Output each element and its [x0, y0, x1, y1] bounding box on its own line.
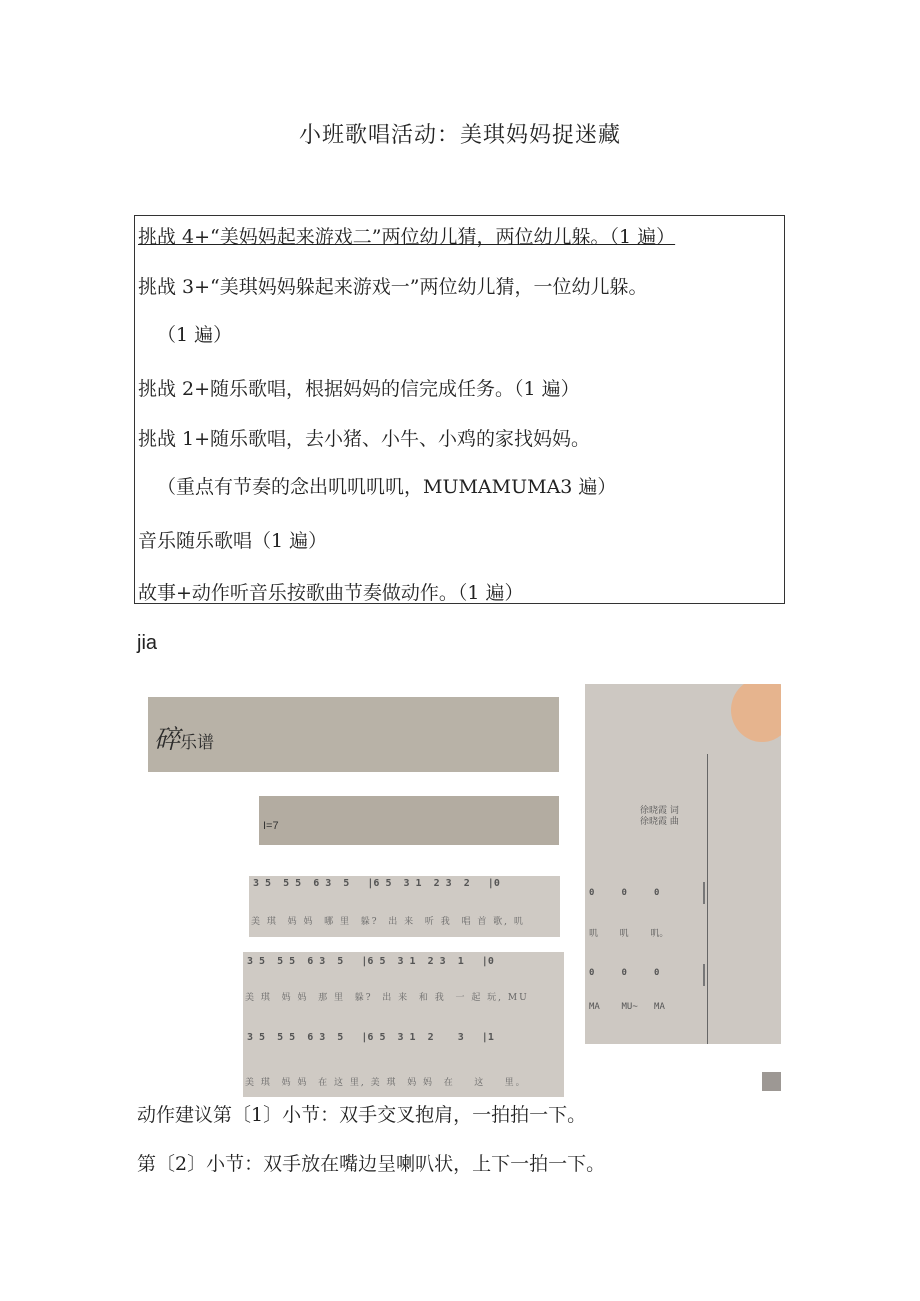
score-side-photo: [585, 684, 781, 1044]
note-text: jia: [137, 632, 158, 654]
step-line: 挑战 3+“美琪妈妈躲起来游戏一”两位幼儿猜，一位幼儿躲。: [138, 276, 648, 298]
notation-row: 3 5 5 5 6 3 5 |6 5 3 1 2 3 |1: [247, 1032, 494, 1043]
action-paragraph: 第〔2〕小节：双手放在嘴边呈喇叭状，上下一拍一下。: [137, 1153, 606, 1175]
side-lyrics-row: MA MU~ MA: [589, 1002, 665, 1012]
step-line: （重点有节奏的念出叽叽叽叽，MUMAMUMA3 遍）: [157, 476, 617, 498]
page-fold-line: [707, 754, 708, 1044]
score-header-photo: [148, 697, 559, 772]
score-photo-1: [249, 876, 560, 937]
score-photo-2: [243, 952, 564, 1097]
step-line: 故事+动作听音乐按歌曲节奏做动作。（1 遍）: [138, 582, 524, 604]
score-header-text: [154, 719, 214, 756]
activity-steps-box: [134, 215, 785, 604]
lyrics-row: 美 琪 妈 妈 在 这 里, 美 琪 妈 妈 在 这 里。: [245, 1078, 527, 1088]
step-line: 音乐随乐歌唱（1 遍）: [138, 530, 328, 552]
barline: [703, 882, 705, 904]
document-title: 小班歌唱活动：美琪妈妈捉迷藏: [298, 123, 621, 148]
lyrics-row: 美 琪 妈 妈 那 里 躲? 出 来 和 我 一 起 玩, MU: [245, 993, 529, 1003]
score-header-main: 碎: [154, 725, 181, 755]
step-line: 挑战 2+随乐歌唱，根据妈妈的信完成任务。（1 遍）: [138, 378, 580, 400]
gray-square-mark: [762, 1072, 781, 1091]
step-line: （1 遍）: [157, 324, 233, 346]
notation-row: 3 5 5 5 6 3 5 |6 5 3 1 2 3 1 |0: [247, 956, 494, 967]
score-header-sub: 乐谱: [180, 733, 215, 753]
notation-row: 3 5 5 5 6 3 5 |6 5 3 1 2 3 2 |0: [253, 878, 500, 889]
step-line: 挑战 1+随乐歌唱，去小猪、小牛、小鸡的家找妈妈。: [138, 428, 591, 450]
finger-shadow: [731, 684, 781, 742]
tempo-marking: I=7: [263, 820, 279, 832]
side-notation-row: 0 0 0: [589, 968, 660, 978]
composer-credit: 徐晓霞 曲: [640, 817, 679, 827]
lyricist-credit: 徐晓霞 词: [640, 806, 679, 816]
lyrics-row: 美 琪 妈 妈 哪 里 躲? 出 来 听 我 唱 首 歌, 叽: [251, 917, 525, 927]
barline: [703, 964, 705, 986]
side-lyrics-row: 叽 叽 叽。: [589, 929, 669, 939]
step-line: 挑战 4+“美妈妈起来游戏二”两位幼儿猜，两位幼儿躲。（1 遍）: [138, 226, 676, 248]
action-paragraph: 动作建议第〔1〕小节：双手交叉抱肩，一拍拍一下。: [137, 1104, 587, 1126]
tempo-photo: [259, 796, 559, 845]
side-notation-row: 0 0 0: [589, 888, 660, 898]
score-credits: [640, 806, 679, 828]
